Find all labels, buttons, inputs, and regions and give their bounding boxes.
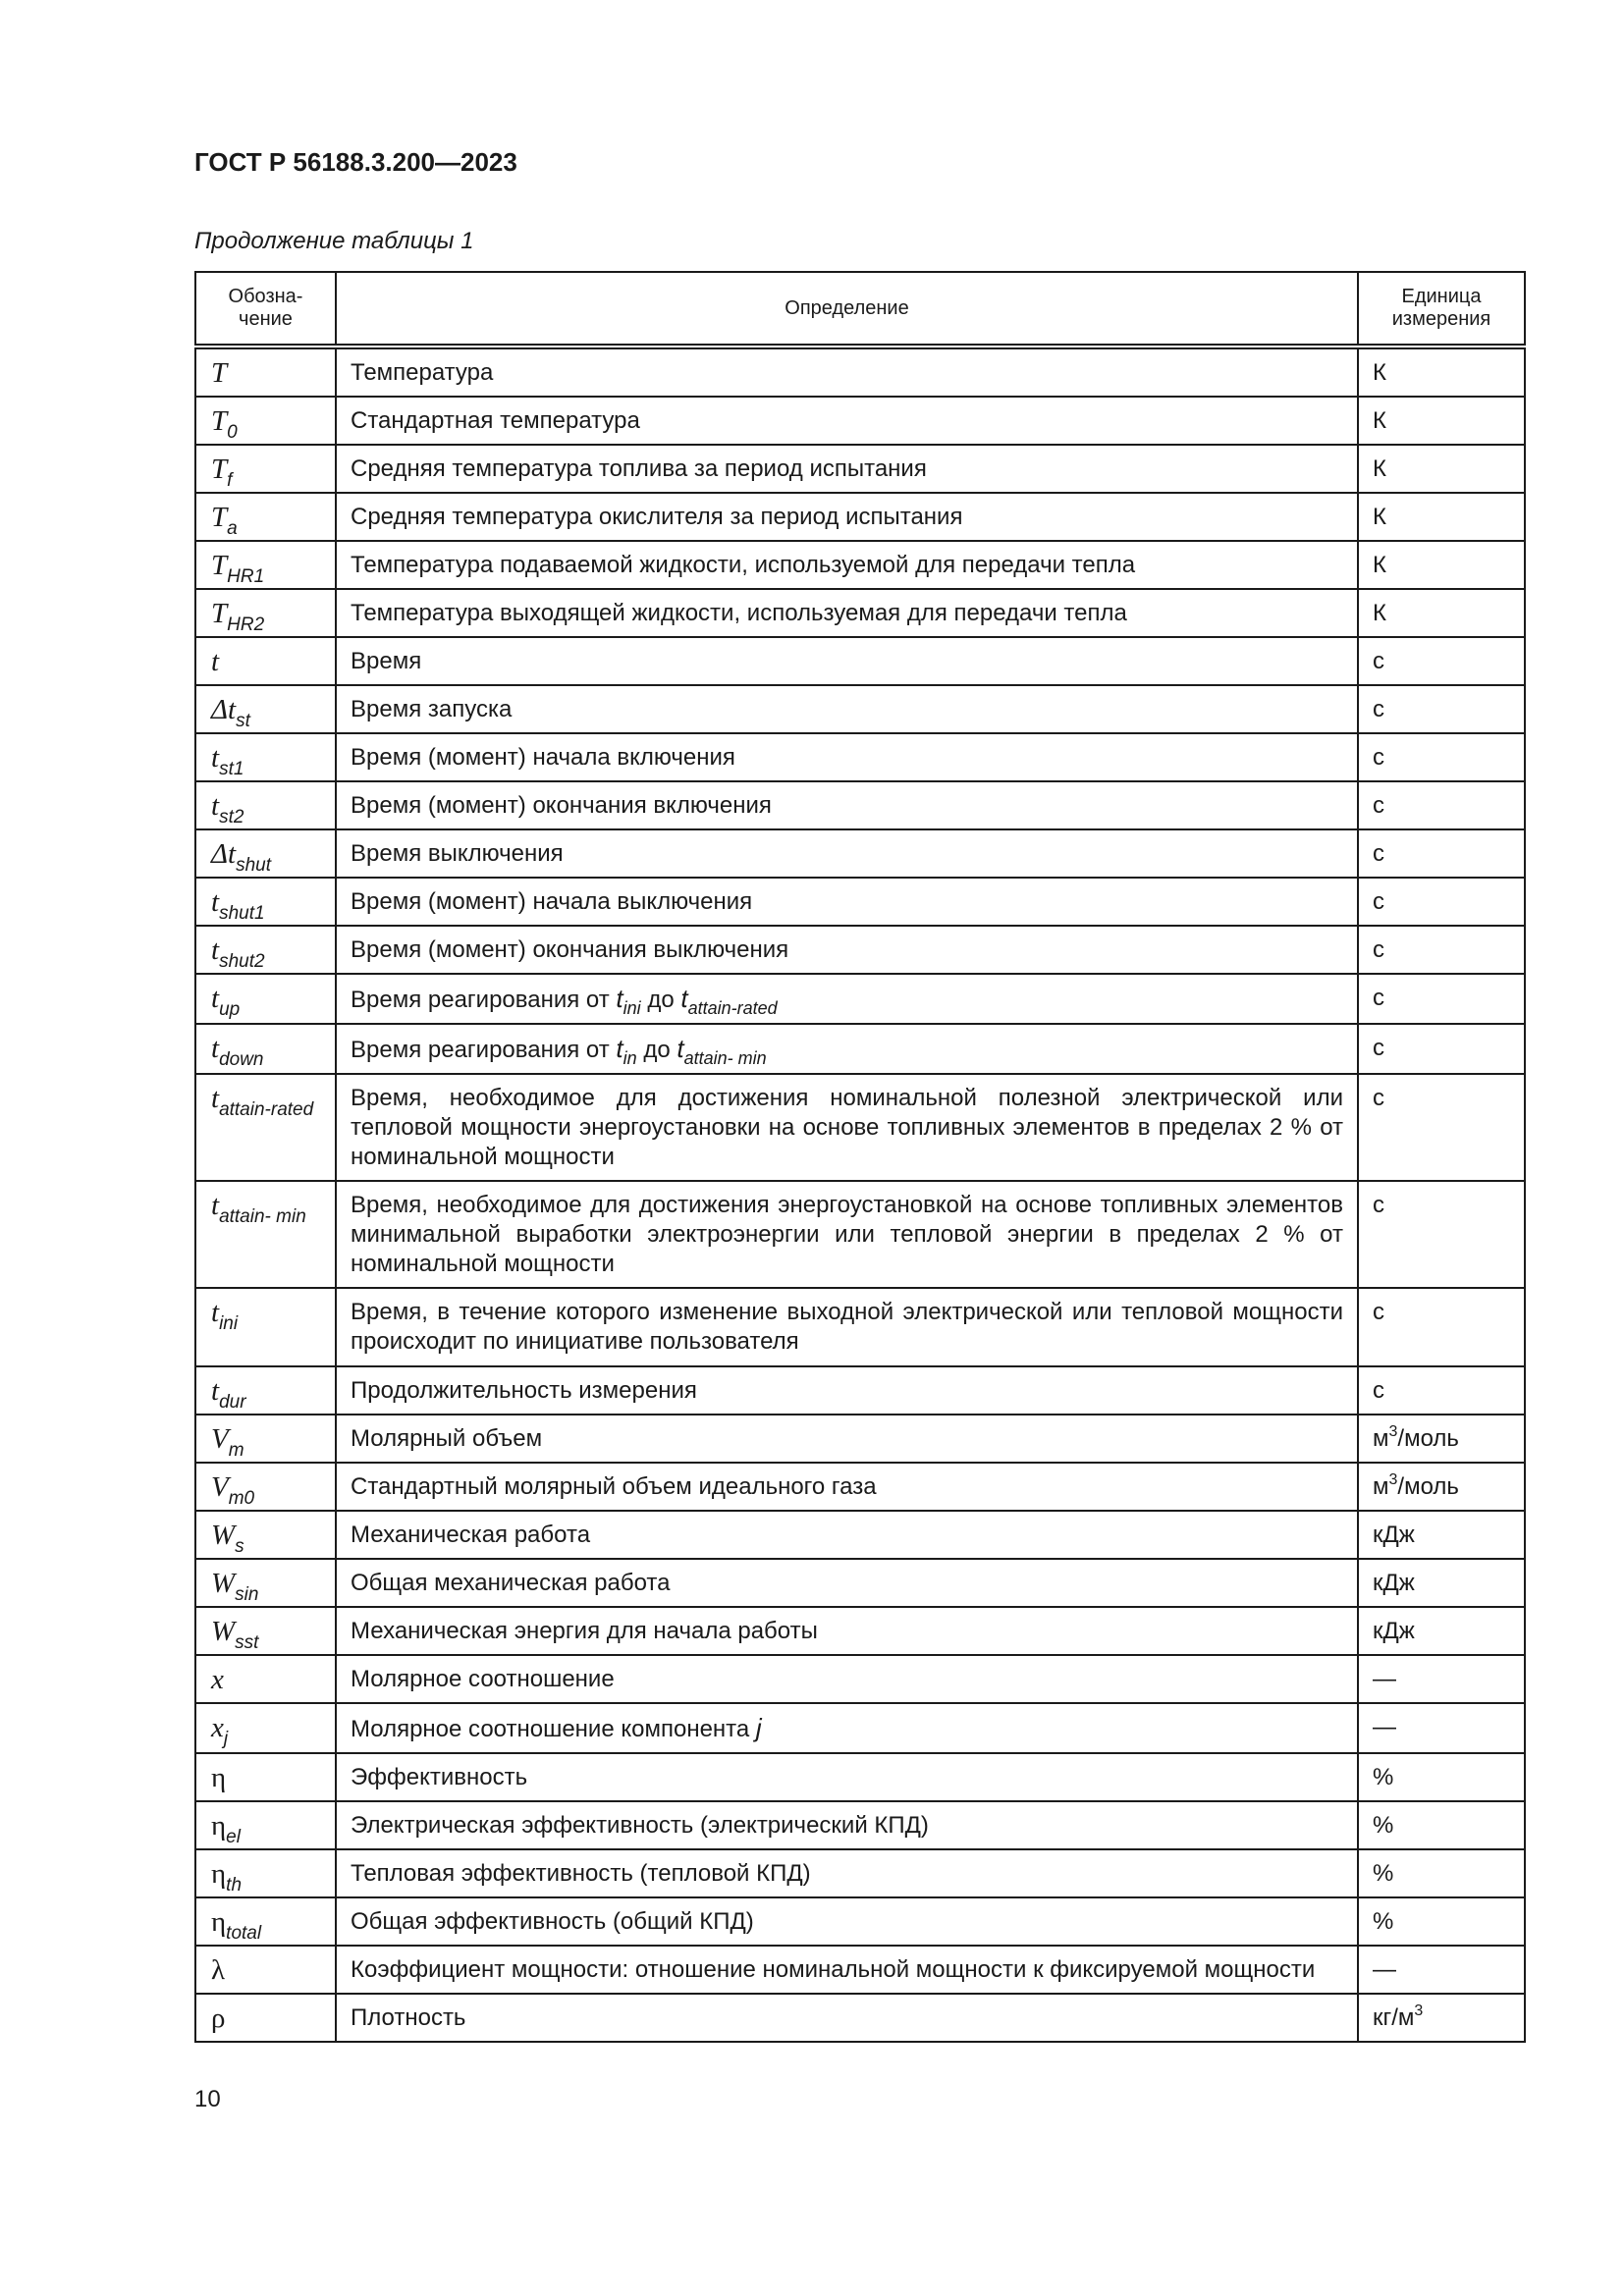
table-row xyxy=(195,1801,1525,1849)
unit-text: с xyxy=(1373,1192,1384,1218)
unit-text: кДж xyxy=(1373,1522,1415,1548)
definition-variable-subscript: attain- min xyxy=(683,1048,767,1068)
symbol-letter: Δt xyxy=(211,694,237,725)
definition-cell xyxy=(336,637,1358,685)
unit-cell xyxy=(1358,829,1525,878)
symbol-letter: T xyxy=(211,598,228,629)
unit-text: К xyxy=(1373,407,1386,434)
unit-text: К xyxy=(1373,504,1386,530)
symbol-subscript: s xyxy=(235,1536,244,1557)
symbol-letter: x xyxy=(211,1664,224,1695)
definition-text: Время реагирования от xyxy=(351,987,610,1013)
unit-text: с xyxy=(1373,1085,1384,1111)
symbol-cell xyxy=(195,926,336,974)
table-row xyxy=(195,1511,1525,1559)
definition-text: Эффективность xyxy=(351,1764,528,1790)
unit-superscript: 3 xyxy=(1388,1423,1398,1440)
unit-superscript: 3 xyxy=(1388,1471,1398,1488)
definition-text: Температура выходящей жидкости, используемая для передачи тепла xyxy=(351,600,1127,626)
table-row xyxy=(195,589,1525,637)
symbol-letter: t xyxy=(211,742,220,774)
header-unit: Единица измерения xyxy=(1358,272,1525,347)
symbol-letter: η xyxy=(211,1858,227,1890)
unit-text: кг/м xyxy=(1373,2004,1415,2031)
symbol-subscript: st1 xyxy=(219,759,244,779)
symbol-cell xyxy=(195,1181,336,1288)
definition-cell xyxy=(336,926,1358,974)
definition-text: Продолжительность измерения xyxy=(351,1377,697,1404)
unit-text: с xyxy=(1373,696,1384,722)
definition-variable-subscript: attain-rated xyxy=(687,998,778,1018)
symbol-subscript: HR2 xyxy=(227,614,265,635)
table-row xyxy=(195,347,1525,397)
unit-cell xyxy=(1358,878,1525,926)
unit-text: К xyxy=(1373,359,1386,386)
definition-variable: t xyxy=(680,984,688,1013)
definition-text: Время выключения xyxy=(351,840,564,867)
definition-text: Время (момент) окончания включения xyxy=(351,792,772,819)
definition-cell xyxy=(336,347,1358,397)
symbol-cell xyxy=(195,589,336,637)
table-row xyxy=(195,541,1525,589)
table-row xyxy=(195,974,1525,1024)
symbol-letter: t xyxy=(211,1297,220,1328)
symbol-subscript: j xyxy=(223,1729,229,1749)
unit-cell xyxy=(1358,1703,1525,1753)
document-header: ГОСТ Р 56188.3.200—2023 xyxy=(194,147,517,177)
definition-variable: j xyxy=(755,1713,762,1742)
definition-cell xyxy=(336,1074,1358,1181)
symbol-subscript: m0 xyxy=(228,1488,255,1509)
unit-text: с xyxy=(1373,936,1384,963)
unit-cell xyxy=(1358,637,1525,685)
table-row xyxy=(195,1753,1525,1801)
unit-cell xyxy=(1358,1849,1525,1897)
table-row xyxy=(195,733,1525,781)
definition-text: Время, необходимое для достижения энергоустановкой на основе топливных элементов минимальной выработки электроэнергии или тепловой энергии в пределах 2 % от номинальной мощности xyxy=(351,1192,1343,1277)
symbol-cell xyxy=(195,1655,336,1703)
unit-suffix: /моль xyxy=(1397,1425,1459,1452)
symbol-letter: t xyxy=(211,1033,220,1064)
table-row xyxy=(195,1946,1525,1994)
unit-cell xyxy=(1358,1074,1525,1181)
symbol-cell xyxy=(195,637,336,685)
symbol-cell xyxy=(195,974,336,1024)
table-row xyxy=(195,397,1525,445)
definition-text: Температура подаваемой жидкости, используемой для передачи тепла xyxy=(351,552,1136,578)
table-row xyxy=(195,926,1525,974)
symbol-subscript: up xyxy=(219,999,241,1020)
definition-cell xyxy=(336,685,1358,733)
definition-connector: до xyxy=(647,987,675,1013)
unit-text: с xyxy=(1373,840,1384,867)
definition-text: Средняя температура окислителя за период испытания xyxy=(351,504,963,530)
unit-text: с xyxy=(1373,1035,1384,1061)
unit-text: с xyxy=(1373,792,1384,819)
table-row xyxy=(195,1024,1525,1074)
definition-text: Время, в течение которого изменение выходной электрической или тепловой мощности происходит по инициативе пользователя xyxy=(351,1299,1343,1355)
unit-text: % xyxy=(1373,1812,1394,1839)
definition-cell xyxy=(336,1849,1358,1897)
table-row xyxy=(195,781,1525,829)
symbol-cell xyxy=(195,1801,336,1849)
definition-text: Время реагирования от xyxy=(351,1037,610,1063)
definition-text: Стандартный молярный объем идеального газа xyxy=(351,1473,877,1500)
table-row xyxy=(195,1074,1525,1181)
definition-cell xyxy=(336,1181,1358,1288)
table-row xyxy=(195,1849,1525,1897)
definition-cell xyxy=(336,1415,1358,1463)
symbol-letter: t xyxy=(211,983,220,1014)
definition-cell xyxy=(336,589,1358,637)
definition-cell xyxy=(336,1994,1358,2042)
definition-cell xyxy=(336,1655,1358,1703)
definition-cell xyxy=(336,733,1358,781)
symbol-subscript: st2 xyxy=(219,807,244,828)
unit-cell xyxy=(1358,1607,1525,1655)
unit-text: К xyxy=(1373,552,1386,578)
unit-cell xyxy=(1358,541,1525,589)
unit-cell xyxy=(1358,1024,1525,1074)
unit-text: м xyxy=(1373,1473,1389,1500)
definition-cell xyxy=(336,1897,1358,1946)
symbol-subscript: st xyxy=(236,711,250,731)
unit-cell xyxy=(1358,1415,1525,1463)
symbol-cell xyxy=(195,1994,336,2042)
unit-cell xyxy=(1358,1463,1525,1511)
symbol-cell xyxy=(195,781,336,829)
symbol-subscript: el xyxy=(226,1827,241,1847)
table-row xyxy=(195,878,1525,926)
symbol-letter: t xyxy=(211,646,220,677)
unit-cell xyxy=(1358,397,1525,445)
symbol-subscript: 0 xyxy=(227,422,238,443)
symbol-subscript: shut xyxy=(236,855,271,876)
symbol-subscript: f xyxy=(227,470,233,491)
symbol-subscript: shut2 xyxy=(219,951,265,972)
definition-text: Коэффициент мощности: отношение номинальной мощности к фиксируемой мощности xyxy=(351,1956,1316,1983)
definition-cell xyxy=(336,829,1358,878)
table-row xyxy=(195,1703,1525,1753)
definition-cell xyxy=(336,1946,1358,1994)
unit-cell xyxy=(1358,1994,1525,2042)
symbol-subscript: th xyxy=(226,1875,243,1896)
definition-text: Время xyxy=(351,648,422,674)
symbol-cell xyxy=(195,829,336,878)
symbol-cell xyxy=(195,1559,336,1607)
table-row xyxy=(195,1559,1525,1607)
unit-text: с xyxy=(1373,888,1384,915)
unit-cell xyxy=(1358,589,1525,637)
definition-cell xyxy=(336,974,1358,1024)
unit-cell xyxy=(1358,1946,1525,1994)
table-header-row xyxy=(195,272,1525,347)
unit-cell xyxy=(1358,685,1525,733)
symbol-subscript: HR1 xyxy=(227,566,265,587)
definition-text: Время запуска xyxy=(351,696,513,722)
unit-cell xyxy=(1358,347,1525,397)
unit-cell xyxy=(1358,1288,1525,1366)
page-number: 10 xyxy=(194,2086,221,2112)
header-definition: Определение xyxy=(336,272,1358,347)
symbol-cell xyxy=(195,1946,336,1994)
symbol-cell xyxy=(195,1288,336,1366)
symbol-letter: η xyxy=(211,1762,227,1793)
unit-cell xyxy=(1358,445,1525,493)
symbol-letter: ρ xyxy=(211,2002,226,2034)
symbol-subscript: sin xyxy=(235,1584,259,1605)
symbol-letter: t xyxy=(211,934,220,966)
symbol-letter: t xyxy=(211,1190,220,1221)
symbol-cell xyxy=(195,1511,336,1559)
unit-text: кДж xyxy=(1373,1570,1415,1596)
symbol-subscript: m xyxy=(228,1440,244,1461)
symbol-subscript: down xyxy=(219,1049,264,1070)
symbol-letter: η xyxy=(211,1906,227,1938)
table-row xyxy=(195,1366,1525,1415)
symbol-cell xyxy=(195,685,336,733)
definition-cell xyxy=(336,1801,1358,1849)
definition-cell xyxy=(336,1559,1358,1607)
definition-text: Общая эффективность (общий КПД) xyxy=(351,1908,754,1935)
symbol-cell xyxy=(195,397,336,445)
symbol-cell xyxy=(195,541,336,589)
table-caption: Продолжение таблицы 1 xyxy=(194,228,474,254)
table-row xyxy=(195,1463,1525,1511)
unit-cell xyxy=(1358,974,1525,1024)
symbols-table xyxy=(194,271,1526,2043)
symbol-cell xyxy=(195,1607,336,1655)
table-row xyxy=(195,1415,1525,1463)
unit-text: — xyxy=(1373,1956,1396,1983)
symbol-letter: T xyxy=(211,454,228,485)
definition-cell xyxy=(336,493,1358,541)
definition-cell xyxy=(336,445,1358,493)
definition-text: Время (момент) начала выключения xyxy=(351,888,753,915)
unit-cell xyxy=(1358,733,1525,781)
unit-text: — xyxy=(1373,1666,1396,1692)
definition-text: Средняя температура топлива за период испытания xyxy=(351,455,927,482)
definition-text: Электрическая эффективность (электрический КПД) xyxy=(351,1812,929,1839)
definition-text: Общая механическая работа xyxy=(351,1570,671,1596)
table-row xyxy=(195,493,1525,541)
table-row xyxy=(195,1994,1525,2042)
definition-text: Плотность xyxy=(351,2004,466,2031)
unit-cell xyxy=(1358,781,1525,829)
definition-variable: t xyxy=(616,1034,623,1063)
definition-cell xyxy=(336,781,1358,829)
symbol-cell xyxy=(195,1849,336,1897)
symbol-letter: W xyxy=(211,1568,236,1599)
symbol-cell xyxy=(195,1366,336,1415)
definition-variable: t xyxy=(616,984,623,1013)
symbol-cell xyxy=(195,493,336,541)
symbol-cell xyxy=(195,1415,336,1463)
symbol-subscript: dur xyxy=(219,1392,246,1413)
definition-text: Тепловая эффективность (тепловой КПД) xyxy=(351,1860,811,1887)
symbol-cell xyxy=(195,1897,336,1946)
definition-connector: до xyxy=(643,1037,671,1063)
unit-cell xyxy=(1358,493,1525,541)
table-row xyxy=(195,1897,1525,1946)
definition-cell xyxy=(336,1753,1358,1801)
unit-cell xyxy=(1358,1753,1525,1801)
symbol-letter: t xyxy=(211,1375,220,1407)
unit-text: % xyxy=(1373,1764,1394,1790)
symbol-cell xyxy=(195,1024,336,1074)
unit-cell xyxy=(1358,1655,1525,1703)
definition-text: Молярное соотношение компонента xyxy=(351,1716,750,1742)
table-row xyxy=(195,1655,1525,1703)
definition-text: Молярное соотношение xyxy=(351,1666,615,1692)
definition-cell xyxy=(336,397,1358,445)
definition-text: Молярный объем xyxy=(351,1425,543,1452)
unit-cell xyxy=(1358,1897,1525,1946)
symbol-letter: W xyxy=(211,1520,236,1551)
table-row xyxy=(195,685,1525,733)
header-symbol: Обозна- чение xyxy=(195,272,336,347)
definition-text: Время, необходимое для достижения номинальной полезной электрической или тепловой мощности энергоустановки на основе топливных элементов в пределах 2 % от номинальной мощности xyxy=(351,1085,1343,1170)
unit-cell xyxy=(1358,1559,1525,1607)
symbol-cell xyxy=(195,733,336,781)
symbol-cell xyxy=(195,445,336,493)
unit-text: кДж xyxy=(1373,1618,1415,1644)
symbol-subscript: shut1 xyxy=(219,903,265,924)
unit-cell xyxy=(1358,926,1525,974)
unit-text: м xyxy=(1373,1425,1389,1452)
definition-variable-subscript: ini xyxy=(623,998,641,1018)
definition-text: Время (момент) окончания выключения xyxy=(351,936,789,963)
definition-variable: t xyxy=(677,1034,684,1063)
unit-text: % xyxy=(1373,1860,1394,1887)
unit-text: — xyxy=(1373,1714,1396,1740)
unit-suffix: /моль xyxy=(1397,1473,1459,1500)
unit-text: К xyxy=(1373,455,1386,482)
table-row xyxy=(195,1288,1525,1366)
unit-text: с xyxy=(1373,1377,1384,1404)
table-row xyxy=(195,829,1525,878)
table-row xyxy=(195,637,1525,685)
symbol-letter: T xyxy=(211,502,228,533)
symbol-letter: T xyxy=(211,550,228,581)
definition-cell xyxy=(336,1366,1358,1415)
unit-text: % xyxy=(1373,1908,1394,1935)
definition-text: Стандартная температура xyxy=(351,407,640,434)
definition-cell xyxy=(336,1463,1358,1511)
unit-superscript: 3 xyxy=(1414,2002,1424,2019)
symbol-letter: t xyxy=(211,1083,220,1114)
symbol-letter: Δt xyxy=(211,838,237,870)
symbol-subscript: sst xyxy=(235,1632,259,1653)
unit-cell xyxy=(1358,1366,1525,1415)
unit-text: К xyxy=(1373,600,1386,626)
symbol-cell xyxy=(195,878,336,926)
unit-text: с xyxy=(1373,985,1384,1011)
definition-text: Время (момент) начала включения xyxy=(351,744,735,771)
symbol-letter: t xyxy=(211,790,220,822)
symbol-letter: λ xyxy=(211,1954,226,1986)
symbol-letter: W xyxy=(211,1616,236,1647)
symbol-cell xyxy=(195,1463,336,1511)
unit-text: с xyxy=(1373,1299,1384,1325)
unit-text: с xyxy=(1373,744,1384,771)
definition-cell xyxy=(336,541,1358,589)
symbol-cell xyxy=(195,1753,336,1801)
symbol-cell xyxy=(195,347,336,397)
unit-cell xyxy=(1358,1181,1525,1288)
symbol-letter: V xyxy=(211,1423,229,1455)
symbol-cell xyxy=(195,1703,336,1753)
unit-cell xyxy=(1358,1801,1525,1849)
symbol-letter: x xyxy=(211,1712,224,1743)
symbol-letter: t xyxy=(211,886,220,918)
definition-cell xyxy=(336,1607,1358,1655)
symbol-subscript: attain-rated xyxy=(219,1099,314,1120)
symbol-cell xyxy=(195,1074,336,1181)
symbol-subscript: attain- min xyxy=(219,1206,306,1227)
symbol-letter: V xyxy=(211,1471,229,1503)
symbol-subscript: ini xyxy=(219,1313,239,1334)
definition-text: Механическая работа xyxy=(351,1522,591,1548)
definition-text: Механическая энергия для начала работы xyxy=(351,1618,818,1644)
symbol-letter: T xyxy=(211,357,228,389)
definition-variable-subscript: in xyxy=(623,1048,637,1068)
symbol-subscript: total xyxy=(226,1923,262,1944)
table-row xyxy=(195,445,1525,493)
symbol-letter: η xyxy=(211,1810,227,1842)
definition-cell xyxy=(336,1288,1358,1366)
unit-cell xyxy=(1358,1511,1525,1559)
table-row xyxy=(195,1607,1525,1655)
definition-cell xyxy=(336,878,1358,926)
definition-cell xyxy=(336,1511,1358,1559)
symbol-subscript: a xyxy=(227,518,238,539)
definition-cell xyxy=(336,1703,1358,1753)
definition-text: Температура xyxy=(351,359,494,386)
symbol-letter: T xyxy=(211,405,228,437)
table-row xyxy=(195,1181,1525,1288)
unit-text: с xyxy=(1373,648,1384,674)
definition-cell xyxy=(336,1024,1358,1074)
